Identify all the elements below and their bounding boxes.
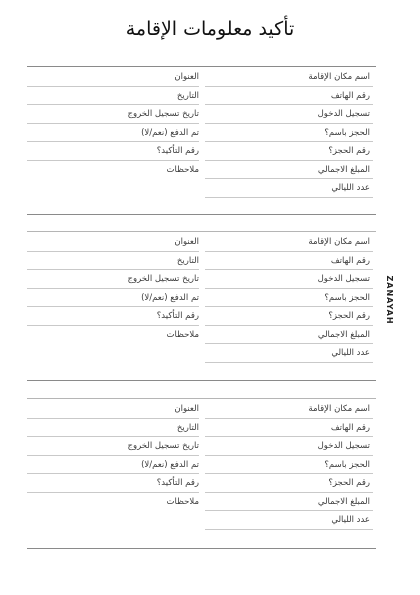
field-label[interactable]: رقم الهاتف (205, 252, 373, 271)
field-label[interactable]: الحجز باسم؟ (205, 456, 373, 475)
field-label[interactable]: تاريخ تسجيل الخروج (27, 105, 199, 124)
field-label[interactable]: عدد الليالي (205, 344, 373, 363)
field-label[interactable]: تم الدفع (نعم/لا) (27, 289, 199, 308)
form-section-2 (27, 233, 376, 363)
section-bottom-rule (27, 380, 376, 381)
field-label[interactable]: ملاحظات (166, 496, 199, 507)
field-label[interactable]: تاريخ تسجيل الخروج (27, 437, 199, 456)
field-label[interactable]: اسم مكان الإقامة (205, 233, 373, 252)
field-label[interactable]: عدد الليالي (205, 179, 373, 198)
field-label[interactable]: رقم التأكيد؟ (27, 307, 199, 326)
section-bottom-rule (27, 214, 376, 215)
field-label[interactable]: ملاحظات (166, 329, 199, 340)
field-label[interactable]: تاريخ تسجيل الخروج (27, 270, 199, 289)
field-label[interactable]: المبلغ الاجمالي (205, 326, 373, 345)
form-section-1 (27, 68, 376, 198)
brand-logo: ZANAYAH (384, 275, 394, 325)
field-label[interactable]: اسم مكان الإقامة (205, 68, 373, 87)
field-label[interactable]: الحجز باسم؟ (205, 289, 373, 308)
field-label[interactable]: رقم التأكيد؟ (27, 474, 199, 493)
form-section-3 (27, 400, 376, 530)
field-label[interactable]: رقم الهاتف (205, 87, 373, 106)
field-label[interactable]: رقم الهاتف (205, 419, 373, 438)
field-label[interactable]: العنوان (27, 233, 199, 252)
field-label[interactable]: تسجيل الدخول (205, 437, 373, 456)
field-label[interactable]: الحجز باسم؟ (205, 124, 373, 143)
field-label[interactable]: التاريخ (27, 419, 199, 438)
section-bottom-rule (27, 548, 376, 549)
field-label[interactable]: تسجيل الدخول (205, 105, 373, 124)
field-label[interactable]: التاريخ (27, 252, 199, 271)
field-label[interactable]: العنوان (27, 68, 199, 87)
field-label[interactable]: اسم مكان الإقامة (205, 400, 373, 419)
field-label[interactable]: عدد الليالي (205, 511, 373, 530)
field-label[interactable]: ملاحظات (166, 164, 199, 175)
field-label[interactable]: المبلغ الاجمالي (205, 493, 373, 512)
field-label[interactable]: تم الدفع (نعم/لا) (27, 124, 199, 143)
section-top-rule (27, 398, 376, 399)
page-title: تأكيد معلومات الإقامة (125, 18, 295, 40)
field-label[interactable]: العنوان (27, 400, 199, 419)
field-label[interactable]: رقم الحجز؟ (205, 474, 373, 493)
field-label[interactable]: المبلغ الاجمالي (205, 161, 373, 180)
field-label[interactable]: رقم الحجز؟ (205, 307, 373, 326)
field-label[interactable]: التاريخ (27, 87, 199, 106)
section-top-rule (27, 231, 376, 232)
field-label[interactable]: تسجيل الدخول (205, 270, 373, 289)
field-label[interactable]: رقم الحجز؟ (205, 142, 373, 161)
field-label[interactable]: رقم التأكيد؟ (27, 142, 199, 161)
field-label[interactable]: تم الدفع (نعم/لا) (27, 456, 199, 475)
section-top-rule (27, 66, 376, 67)
